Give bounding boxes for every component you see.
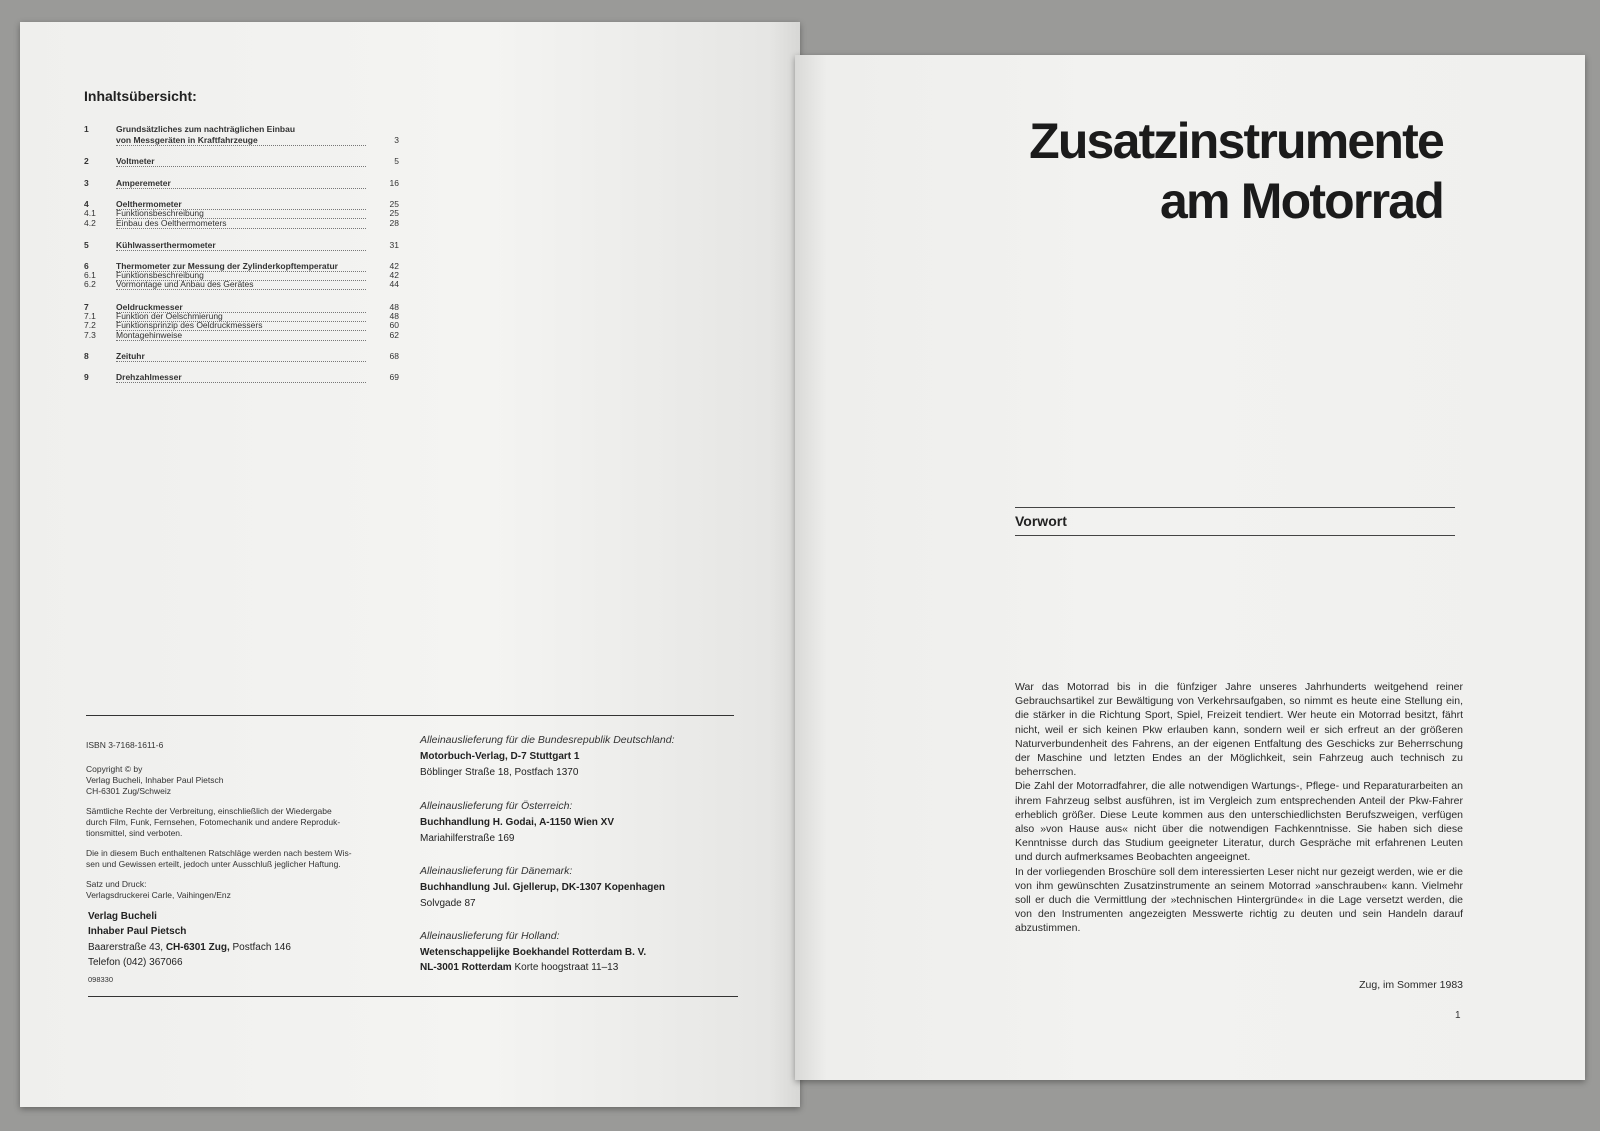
toc-entry-page: 3 bbox=[394, 135, 399, 145]
copyright-line-1: Copyright © by bbox=[86, 764, 143, 774]
address-po: Postfach 146 bbox=[232, 942, 291, 953]
toc-entry-page: 48 bbox=[389, 302, 399, 312]
toc-entry-number: 1 bbox=[84, 124, 89, 134]
address-city: CH-6301 Zug, bbox=[165, 942, 230, 953]
toc-entry-title: Vormontage und Anbau des Gerätes bbox=[116, 279, 366, 290]
foreword-body bbox=[1015, 680, 1463, 936]
copyright-line-3: CH-6301 Zug/Schweiz bbox=[86, 786, 172, 796]
distribution-name: Buchhandlung H. Godai, A-1150 Wien XV bbox=[420, 817, 615, 828]
distribution-label: Alleinauslieferung für Dänemark: bbox=[420, 865, 573, 877]
distribution-street: Korte hoogstraat 11–13 bbox=[514, 962, 619, 973]
distribution-name: Buchhandlung Jul. Gjellerup, DK-1307 Kopenhagen bbox=[420, 882, 666, 893]
imprint-bottom-rule bbox=[88, 996, 738, 997]
foreword-paragraph: War das Motorrad bis in die fünfziger Jahre unseres Jahrhunderts weitgehend reiner Gebrauchsartikel zur Bewältigung von Verkehrsaufgaben, so nimmt es heute eine Stellung ein, die stärker in die Richtung Sport, Spiel, Freizeit tendiert. Wer heute ein Motorrad besitzt, fährt nicht, weil er sich keinen Pkw erlauben kann, sondern weil er sich erfreut an der größeren Naturverbundenheit des Fahrens, an der eigenen Entfaltung des Geschicks zur Beherrschung der Maschine und letzten Endes an der Möglichkeit, sein Fahrzeug auch technisch zu beherrschen. bbox=[1015, 681, 1463, 779]
toc-entry-title: Thermometer zur Messung der Zylinderkopftemperatur bbox=[116, 261, 366, 272]
toc-entry-title: von Messgeräten in Kraftfahrzeuge bbox=[116, 135, 366, 146]
toc-entry-page: 16 bbox=[389, 178, 399, 188]
toc-entry-number: 6 bbox=[84, 261, 89, 271]
foreword-paragraph: In der vorliegenden Broschüre soll dem interessierten Leser nicht nur gezeigt werden, wie er die von ihm gewünschten Zusatzinstrumente an seinem Motorrad »anschrauben« kann. Vielmehr soll er duch die Vermittlung der »technischen Hintergründe« in die Lage versetzt werden, die von den Instrumenten angezeigten Messwerte richtig zu deuten und sein Handeln darauf abzustimmen. bbox=[1015, 865, 1463, 935]
toc-heading: Inhaltsübersicht: bbox=[84, 88, 197, 104]
distribution-address: Solvgade 87 bbox=[420, 898, 476, 909]
toc-entry-title: Funktionsbeschreibung bbox=[116, 208, 366, 219]
toc-entry-page: 25 bbox=[389, 199, 399, 209]
publisher-owner: Inhaber Paul Pietsch bbox=[88, 926, 187, 937]
rights-line-3: tionsmittel, sind verboten. bbox=[86, 828, 183, 838]
print-line-2: Verlagsdruckerei Carle, Vaihingen/Enz bbox=[86, 890, 231, 900]
toc-entry-title: Kühlwasserthermometer bbox=[116, 240, 366, 251]
foreword-signoff: Zug, im Sommer 1983 bbox=[1359, 979, 1463, 991]
toc-entry-number: 5 bbox=[84, 240, 89, 250]
toc-entry-page: 42 bbox=[389, 270, 399, 280]
toc-entry-page: 62 bbox=[389, 330, 399, 340]
toc-entry-number: 4 bbox=[84, 199, 89, 209]
toc-entry-page: 60 bbox=[389, 320, 399, 330]
distribution-address: Mariahilferstraße 169 bbox=[420, 833, 515, 844]
toc-entry-number: 4.2 bbox=[84, 218, 96, 228]
toc-entry-page: 48 bbox=[389, 311, 399, 321]
toc-entry-title: Drehzahlmesser bbox=[116, 372, 366, 383]
toc-entry-page: 31 bbox=[389, 240, 399, 250]
copyright-line-2: Verlag Bucheli, Inhaber Paul Pietsch bbox=[86, 775, 224, 785]
foreword-top-rule bbox=[1015, 507, 1455, 508]
toc-entry-title: Amperemeter bbox=[116, 178, 366, 189]
rights-line-1: Sämtliche Rechte der Verbreitung, einschließlich der Wiedergabe bbox=[86, 806, 332, 816]
toc-entry-page: 25 bbox=[389, 208, 399, 218]
toc-entry-number: 8 bbox=[84, 351, 89, 361]
toc-entry-number: 7 bbox=[84, 302, 89, 312]
foreword-paragraph: Die Zahl der Motorradfahrer, die alle notwendigen Wartungs-, Pflege- und Reparaturarbeiten an ihrem Fahrzeug selbst ausführen, ist im Vergleich zum entsprechenden Anteil der Pkw-Fahrer erheblich größer. Diese Leute kommen aus den unterschiedlichsten Berufszweigen, verfügen also »von Hause aus« nicht über die notwendigen Fachkenntnisse. Sie haben sich diese Kenntnisse durch das Studium geeigneter Literatur, durch Gespräche mit erfahrenen Leuten und durch aufmerksames Beobachten angeeignet. bbox=[1015, 780, 1463, 864]
toc-entry-number: 6.1 bbox=[84, 270, 96, 280]
publisher-address bbox=[88, 941, 291, 954]
publisher-name: Verlag Bucheli bbox=[88, 911, 157, 922]
disclaimer-line-2: sen und Gewissen erteilt, jedoch unter Ausschluß jeglicher Haftung. bbox=[86, 859, 341, 869]
toc-entry-page: 69 bbox=[389, 372, 399, 382]
toc-entry-number: 9 bbox=[84, 372, 89, 382]
toc-entry-page: 68 bbox=[389, 351, 399, 361]
right-page bbox=[795, 55, 1585, 1080]
toc-entry-page: 42 bbox=[389, 261, 399, 271]
toc-entry-title: Einbau des Oelthermometers bbox=[116, 218, 366, 229]
toc-entry-number: 2 bbox=[84, 156, 89, 166]
imprint-top-rule bbox=[86, 715, 734, 716]
toc-entry-title: Voltmeter bbox=[116, 156, 366, 167]
distribution-name: Wetenschappelijke Boekhandel Rotterdam B. V. bbox=[420, 947, 647, 958]
toc-entry-title: Funktion der Oelschmierung bbox=[116, 311, 366, 322]
distribution-name: Motorbuch-Verlag, D-7 Stuttgart 1 bbox=[420, 751, 580, 762]
left-page bbox=[20, 22, 800, 1107]
distribution-label: Alleinauslieferung für Holland: bbox=[420, 930, 560, 942]
toc-entry-number: 4.1 bbox=[84, 208, 96, 218]
distribution-address-line bbox=[420, 961, 618, 974]
distribution-address: Böblinger Straße 18, Postfach 1370 bbox=[420, 767, 579, 778]
print-line-1: Satz und Druck: bbox=[86, 879, 147, 889]
book-title bbox=[1029, 111, 1443, 231]
toc-entry-number: 3 bbox=[84, 178, 89, 188]
isbn: ISBN 3-7168-1611-6 bbox=[86, 740, 164, 750]
address-street: Baarerstraße 43, bbox=[88, 942, 164, 953]
rights-line-2: durch Film, Funk, Fernsehen, Fotomechanik und andere Reproduk- bbox=[86, 817, 341, 827]
toc-entry-number: 7.2 bbox=[84, 320, 96, 330]
toc-entry-number: 6.2 bbox=[84, 279, 96, 289]
toc-entry-page: 28 bbox=[389, 218, 399, 228]
publisher-phone: Telefon (042) 367066 bbox=[88, 957, 183, 968]
print-code: 098330 bbox=[88, 975, 114, 984]
book-title-line-2: am Motorrad bbox=[1159, 173, 1443, 229]
toc-entry-title: Montagehinweise bbox=[116, 330, 366, 341]
toc-entry-title: Zeituhr bbox=[116, 351, 366, 362]
toc-entry-page: 44 bbox=[389, 279, 399, 289]
toc-entry-title: Funktionsprinzip des Oeldruckmessers bbox=[116, 320, 366, 331]
foreword-bottom-rule bbox=[1015, 535, 1455, 536]
book-title-line-1: Zusatzinstrumente bbox=[1029, 113, 1443, 169]
distribution-label: Alleinauslieferung für Österreich: bbox=[420, 800, 573, 812]
foreword-heading: Vorwort bbox=[1015, 513, 1067, 529]
toc-entry-title: Oeldruckmesser bbox=[116, 302, 366, 313]
toc-entry-title: Oelthermometer bbox=[116, 199, 366, 210]
distribution-label: Alleinauslieferung für die Bundesrepublik Deutschland: bbox=[420, 734, 675, 746]
toc-entry-number: 7.1 bbox=[84, 311, 96, 321]
toc-entry-page: 5 bbox=[394, 156, 399, 166]
toc-entry-title: Grundsätzliches zum nachträglichen Einbau bbox=[116, 124, 296, 134]
disclaimer-line-1: Die in diesem Buch enthaltenen Ratschläge werden nach bestem Wis- bbox=[86, 848, 352, 858]
page-number: 1 bbox=[1455, 1010, 1461, 1021]
toc-entry-number: 7.3 bbox=[84, 330, 96, 340]
distribution-city: NL-3001 Rotterdam bbox=[420, 962, 512, 973]
toc-entry-title: Funktionsbeschreibung bbox=[116, 270, 366, 281]
